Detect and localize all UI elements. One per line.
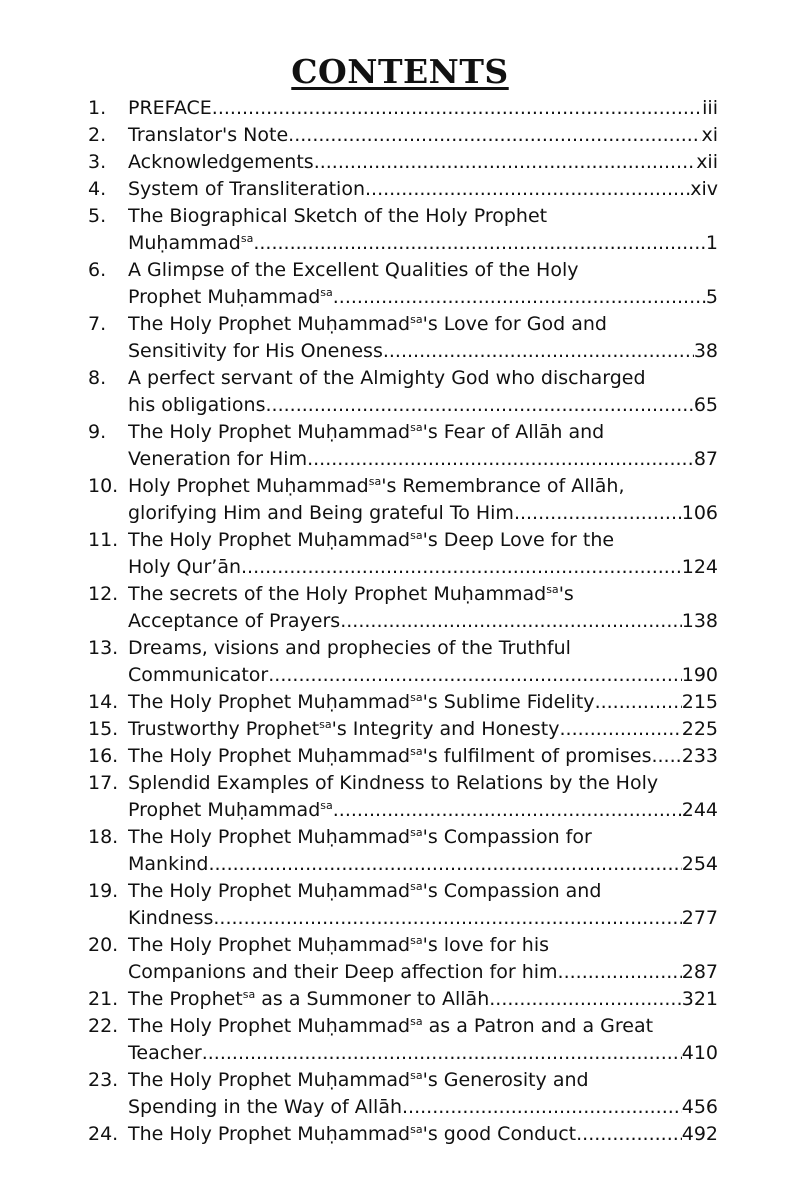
toc-entry-title-suffix: as a Summoner to Allāh (255, 988, 490, 1010)
toc-entry-number: 16. (88, 745, 119, 767)
toc-entry-last-line (128, 1094, 718, 1121)
toc-entry-number: 9. (88, 421, 107, 443)
toc-entry-title (128, 149, 314, 176)
toc-entry-title (128, 986, 489, 1013)
toc-entry-last-line (128, 716, 718, 743)
toc-entry-title-text: The Holy Prophet Muḥammad (128, 1069, 411, 1091)
toc-entry-title-text: The Holy Prophet Muḥammad (128, 1123, 411, 1145)
toc-entry-line (128, 581, 718, 608)
toc-entry-last-line (128, 797, 718, 824)
toc-entry (88, 311, 718, 365)
toc-entry-superscript: sa (320, 286, 333, 299)
toc-entry-title (128, 529, 614, 551)
toc-entry-superscript: sa (410, 1123, 423, 1136)
toc-entry-body (128, 149, 718, 176)
toc-leader-dots (213, 905, 681, 932)
toc-page-number: xiv (690, 178, 718, 200)
toc-entry-title (128, 338, 383, 365)
toc-entry-number: 20. (88, 934, 119, 956)
toc-entry-body (128, 122, 718, 149)
toc-page-number: 38 (693, 340, 718, 362)
toc-entry-line (128, 473, 718, 500)
toc-entry (88, 95, 718, 122)
toc-entry-line (128, 257, 718, 284)
toc-entry-title-text: A perfect servant of the Almighty God who discharged (128, 367, 646, 389)
toc-entry-last-line (128, 95, 718, 122)
toc-entry-last-line (128, 743, 718, 770)
toc-entry-body (128, 689, 718, 716)
toc-entry (88, 1013, 718, 1067)
toc-leader-dots (365, 176, 690, 203)
toc-entry-body (128, 878, 718, 932)
toc-entry-title-text: Kindness (128, 907, 214, 929)
toc-page-number: 124 (681, 556, 718, 578)
toc-entry-title-suffix: 's Compassion for (422, 826, 592, 848)
toc-entry-superscript: sa (319, 718, 332, 731)
toc-entry-superscript: sa (410, 691, 423, 704)
toc-entry-title-text: The Biographical Sketch of the Holy Prophet (128, 205, 548, 227)
toc-entry-number: 5. (88, 205, 107, 227)
toc-entry-title (128, 205, 547, 227)
toc-entry-superscript: sa (410, 313, 423, 326)
toc-entry-number: 1. (88, 97, 107, 119)
toc-page-number: 65 (693, 394, 718, 416)
toc-entry-superscript: sa (410, 826, 423, 839)
toc-entry-title (128, 743, 651, 770)
toc-leader-dots (208, 851, 681, 878)
toc-entry-title-suffix: 's Generosity and (422, 1069, 589, 1091)
toc-entry-last-line (128, 986, 718, 1013)
toc-entry-last-line (128, 905, 718, 932)
toc-entry-superscript: sa (410, 1069, 423, 1082)
toc-leader-dots (651, 743, 681, 770)
toc-entry-superscript: sa (320, 799, 333, 812)
toc-page-number: 138 (681, 610, 718, 632)
toc-entry (88, 581, 718, 635)
toc-entry-body (128, 932, 718, 986)
toc-entry-title-text: Muḥammad (128, 232, 241, 254)
toc-entry (88, 527, 718, 581)
toc-entry-body (128, 527, 718, 581)
toc-entry-title-text: Communicator (128, 664, 269, 686)
toc-entry-superscript: sa (410, 880, 423, 893)
toc-entry-title-text: The Holy Prophet Muḥammad (128, 529, 411, 551)
toc-entry-title-text: A Glimpse of the Excellent Qualities of the Holy (128, 259, 579, 281)
toc-entry-line (128, 878, 718, 905)
toc-page-number: 190 (681, 664, 718, 686)
toc-entry-body (128, 635, 718, 689)
toc-entry-title-text: The Prophet (128, 988, 243, 1010)
toc-entry-title (128, 905, 213, 932)
toc-entry-last-line (128, 1040, 718, 1067)
toc-entry-title-text: Holy Qur’ān (128, 556, 242, 578)
toc-entry-number: 13. (88, 637, 119, 659)
toc-entry-number: 22. (88, 1015, 119, 1037)
toc-entry-number: 24. (88, 1123, 119, 1145)
toc-leader-dots (560, 716, 682, 743)
toc-entry-number: 6. (88, 259, 107, 281)
toc-entry-line (128, 311, 718, 338)
toc-entry-title (128, 1040, 202, 1067)
toc-leader-dots (212, 95, 702, 122)
toc-entry-last-line (128, 554, 718, 581)
toc-leader-dots (253, 230, 706, 257)
toc-entry-body (128, 581, 718, 635)
toc-leader-dots (489, 986, 682, 1013)
page-title-text: CONTENTS (291, 52, 509, 91)
toc-leader-dots (266, 392, 694, 419)
toc-entry-title (128, 176, 365, 203)
toc-entry (88, 149, 718, 176)
toc-entry-number: 11. (88, 529, 119, 551)
toc-entry-title (128, 95, 212, 122)
toc-entry (88, 770, 718, 824)
toc-entry-last-line (128, 392, 718, 419)
toc-page-number: xi (701, 124, 718, 146)
toc-leader-dots (576, 1121, 682, 1148)
toc-entry-line (128, 365, 718, 392)
toc-entry-title (128, 554, 241, 581)
toc-page-number: 225 (681, 718, 718, 740)
toc-entry-title-text: Veneration for Him (128, 448, 308, 470)
toc-entry-last-line (128, 176, 718, 203)
toc-entry-title (128, 851, 208, 878)
toc-entry-title-suffix: 's Deep Love for the (422, 529, 615, 551)
toc-entry-last-line (128, 338, 718, 365)
toc-entry-title (128, 637, 571, 659)
toc-entry (88, 932, 718, 986)
toc-entry-body (128, 716, 718, 743)
toc-entry-title (128, 122, 288, 149)
toc-entry-body (128, 365, 718, 419)
toc-entry-body (128, 1013, 718, 1067)
toc-page-number: xii (696, 151, 718, 173)
toc-entry-title-text: Acknowledgements (128, 151, 314, 173)
toc-entry (88, 203, 718, 257)
table-of-contents (88, 95, 718, 1148)
toc-entry-title (128, 772, 658, 794)
toc-leader-dots (268, 662, 681, 689)
toc-entry-title (128, 475, 625, 497)
toc-entry-title (128, 1121, 576, 1148)
toc-entry-title-text: The Holy Prophet Muḥammad (128, 421, 411, 443)
toc-entry (88, 716, 718, 743)
toc-page-number: 1 (705, 232, 718, 254)
toc-entry-title-suffix: 's Fear of Allāh and (422, 421, 605, 443)
toc-page-number: 321 (681, 988, 718, 1010)
toc-entry-line (128, 1067, 718, 1094)
toc-entry-last-line (128, 500, 718, 527)
toc-entry-title-text: The Holy Prophet Muḥammad (128, 313, 411, 335)
toc-entry-title (128, 230, 253, 257)
toc-entry-line (128, 824, 718, 851)
toc-entry-title (128, 608, 340, 635)
toc-leader-dots (558, 959, 682, 986)
toc-leader-dots (202, 1040, 682, 1067)
toc-entry-title-text: The Holy Prophet Muḥammad (128, 691, 411, 713)
toc-entry-title-text: Splendid Examples of Kindness to Relations by the Holy (128, 772, 659, 794)
toc-entry-title (128, 259, 578, 281)
toc-leader-dots (514, 500, 682, 527)
toc-entry-title-text: The Holy Prophet Muḥammad (128, 745, 411, 767)
toc-entry-last-line (128, 149, 718, 176)
toc-entry-last-line (128, 230, 718, 257)
toc-entry-last-line (128, 122, 718, 149)
toc-entry-body (128, 95, 718, 122)
toc-entry-title-text: Translator's Note (128, 124, 289, 146)
toc-leader-dots (307, 446, 694, 473)
toc-entry-last-line (128, 959, 718, 986)
toc-entry-title-suffix: 's Remembrance of Allāh, (381, 475, 625, 497)
toc-leader-dots (383, 338, 694, 365)
toc-entry-body (128, 176, 718, 203)
toc-entry (88, 689, 718, 716)
toc-entry-title (128, 446, 307, 473)
toc-entry-superscript: sa (546, 583, 559, 596)
toc-entry-last-line (128, 689, 718, 716)
toc-entry-number: 8. (88, 367, 107, 389)
toc-entry (88, 1067, 718, 1121)
toc-entry-title-text: Spending in the Way of Allāh (128, 1096, 403, 1118)
toc-entry (88, 986, 718, 1013)
toc-page-number: 87 (693, 448, 718, 470)
toc-leader-dots (333, 284, 706, 311)
toc-entry-title-suffix: as a Patron and a Great (422, 1015, 654, 1037)
page-title (0, 52, 800, 91)
toc-entry-title (128, 500, 514, 527)
toc-entry-last-line (128, 608, 718, 635)
toc-entry-superscript: sa (410, 934, 423, 947)
toc-entry-title (128, 392, 266, 419)
toc-entry (88, 635, 718, 689)
toc-entry-title-text: glorifying Him and Being grateful To Him (128, 502, 514, 524)
toc-entry-title-text: his obligations (128, 394, 266, 416)
toc-entry-last-line (128, 1121, 718, 1148)
toc-entry-title-suffix: 's (558, 583, 574, 605)
toc-entry-superscript: sa (368, 475, 382, 488)
toc-entry-number: 2. (88, 124, 107, 146)
toc-leader-dots (314, 149, 697, 176)
toc-entry-body (128, 473, 718, 527)
toc-entry-number: 4. (88, 178, 107, 200)
toc-entry-number: 21. (88, 988, 119, 1010)
toc-entry-line (128, 932, 718, 959)
toc-page-number: 244 (681, 799, 718, 821)
toc-entry-body (128, 257, 718, 311)
toc-entry (88, 365, 718, 419)
toc-entry-number: 17. (88, 772, 119, 794)
toc-page-number: 5 (705, 286, 718, 308)
toc-entry-title-text: Mankind (128, 853, 209, 875)
toc-entry-title (128, 284, 333, 311)
toc-entry-number: 19. (88, 880, 119, 902)
toc-entry-title (128, 421, 604, 443)
toc-entry-body (128, 743, 718, 770)
toc-entry-body (128, 824, 718, 878)
toc-entry-title-text: The Holy Prophet Muḥammad (128, 934, 411, 956)
toc-entry-title-text: Prophet Muḥammad (128, 286, 321, 308)
toc-entry-title-text: Sensitivity for His Oneness (128, 340, 383, 362)
toc-page-number: 254 (681, 853, 718, 875)
toc-entry-body (128, 203, 718, 257)
toc-entry-title-text: The Holy Prophet Muḥammad (128, 1015, 411, 1037)
toc-entry (88, 878, 718, 932)
toc-entry-number: 14. (88, 691, 119, 713)
toc-page-number: 106 (681, 502, 718, 524)
toc-entry-title-text: The secrets of the Holy Prophet Muḥammad (128, 583, 547, 605)
toc-entry (88, 1121, 718, 1148)
toc-entry-line (128, 419, 718, 446)
toc-page-number: 233 (681, 745, 718, 767)
toc-entry-title-suffix: 's fulfilment of promises (422, 745, 652, 767)
toc-entry-title-text: The Holy Prophet Muḥammad (128, 826, 411, 848)
toc-entry-line (128, 203, 718, 230)
toc-entry-line (128, 527, 718, 554)
toc-entry-body (128, 986, 718, 1013)
toc-page-number: 277 (681, 907, 718, 929)
toc-entry-number: 10. (88, 475, 119, 497)
toc-entry-number: 7. (88, 313, 107, 335)
toc-leader-dots (288, 122, 701, 149)
toc-entry-title (128, 959, 558, 986)
toc-leader-dots (333, 797, 682, 824)
toc-entry-title (128, 313, 607, 335)
toc-entry-title-suffix: 's Compassion and (422, 880, 602, 902)
toc-entry-title-text: The Holy Prophet Muḥammad (128, 880, 411, 902)
toc-entry-title (128, 1069, 589, 1091)
toc-leader-dots (595, 689, 682, 716)
toc-entry (88, 257, 718, 311)
toc-entry-superscript: sa (410, 529, 423, 542)
toc-entry-number: 23. (88, 1069, 119, 1091)
toc-entry-title-text: Teacher (128, 1042, 202, 1064)
toc-entry-title (128, 662, 268, 689)
toc-entry-last-line (128, 284, 718, 311)
toc-entry-body (128, 419, 718, 473)
toc-entry-title (128, 583, 574, 605)
toc-entry-title-suffix: 's love for his (422, 934, 550, 956)
toc-page-number: 215 (681, 691, 718, 713)
toc-entry-number: 12. (88, 583, 119, 605)
toc-leader-dots (241, 554, 682, 581)
toc-entry-number: 15. (88, 718, 119, 740)
toc-entry-line (128, 635, 718, 662)
toc-entry-number: 18. (88, 826, 119, 848)
toc-entry-superscript: sa (410, 421, 423, 434)
toc-entry-title-suffix: 's Sublime Fidelity (422, 691, 595, 713)
toc-entry-title (128, 797, 333, 824)
toc-entry-body (128, 770, 718, 824)
toc-entry (88, 824, 718, 878)
toc-entry-number: 3. (88, 151, 107, 173)
toc-entry (88, 176, 718, 203)
toc-entry-title-text: Prophet Muḥammad (128, 799, 321, 821)
toc-entry (88, 473, 718, 527)
toc-entry-superscript: sa (410, 1015, 423, 1028)
toc-entry-title-suffix: 's Love for God and (422, 313, 607, 335)
toc-entry-superscript: sa (242, 988, 256, 1001)
toc-page-number: iii (702, 97, 718, 119)
toc-entry-title-suffix: 's Integrity and Honesty (331, 718, 560, 740)
toc-entry-title-suffix: 's good Conduct (422, 1123, 577, 1145)
toc-entry-last-line (128, 851, 718, 878)
toc-entry-title-text: Companions and their Deep affection for him (128, 961, 558, 983)
toc-leader-dots (340, 608, 682, 635)
toc-page-number: 456 (681, 1096, 718, 1118)
toc-leader-dots (402, 1094, 682, 1121)
toc-entry-body (128, 311, 718, 365)
toc-entry-title-text: System of Transliteration (128, 178, 365, 200)
toc-entry (88, 122, 718, 149)
toc-entry-line (128, 1013, 718, 1040)
toc-entry-title (128, 826, 592, 848)
toc-entry-title-text: PREFACE (128, 97, 212, 119)
toc-entry-title-text: Holy Prophet Muḥammad (128, 475, 369, 497)
toc-entry-title (128, 689, 595, 716)
toc-page-number: 410 (681, 1042, 718, 1064)
toc-entry-title (128, 1015, 653, 1037)
toc-entry-title (128, 716, 560, 743)
toc-entry-superscript: sa (410, 745, 423, 758)
toc-entry-body (128, 1067, 718, 1121)
toc-entry-body (128, 1121, 718, 1148)
toc-page-number: 492 (681, 1123, 718, 1145)
toc-entry-superscript: sa (240, 232, 254, 245)
toc-entry-last-line (128, 446, 718, 473)
toc-entry-title-text: Dreams, visions and prophecies of the Truthful (128, 637, 571, 659)
toc-page-number: 287 (681, 961, 718, 983)
toc-entry-title-text: Acceptance of Prayers (128, 610, 341, 632)
toc-entry (88, 419, 718, 473)
toc-entry (88, 743, 718, 770)
toc-entry-title (128, 880, 601, 902)
toc-entry-title-text: Trustworthy Prophet (128, 718, 320, 740)
toc-entry-last-line (128, 662, 718, 689)
toc-entry-title (128, 1094, 402, 1121)
toc-entry-title (128, 367, 646, 389)
toc-entry-line (128, 770, 718, 797)
toc-entry-title (128, 934, 549, 956)
